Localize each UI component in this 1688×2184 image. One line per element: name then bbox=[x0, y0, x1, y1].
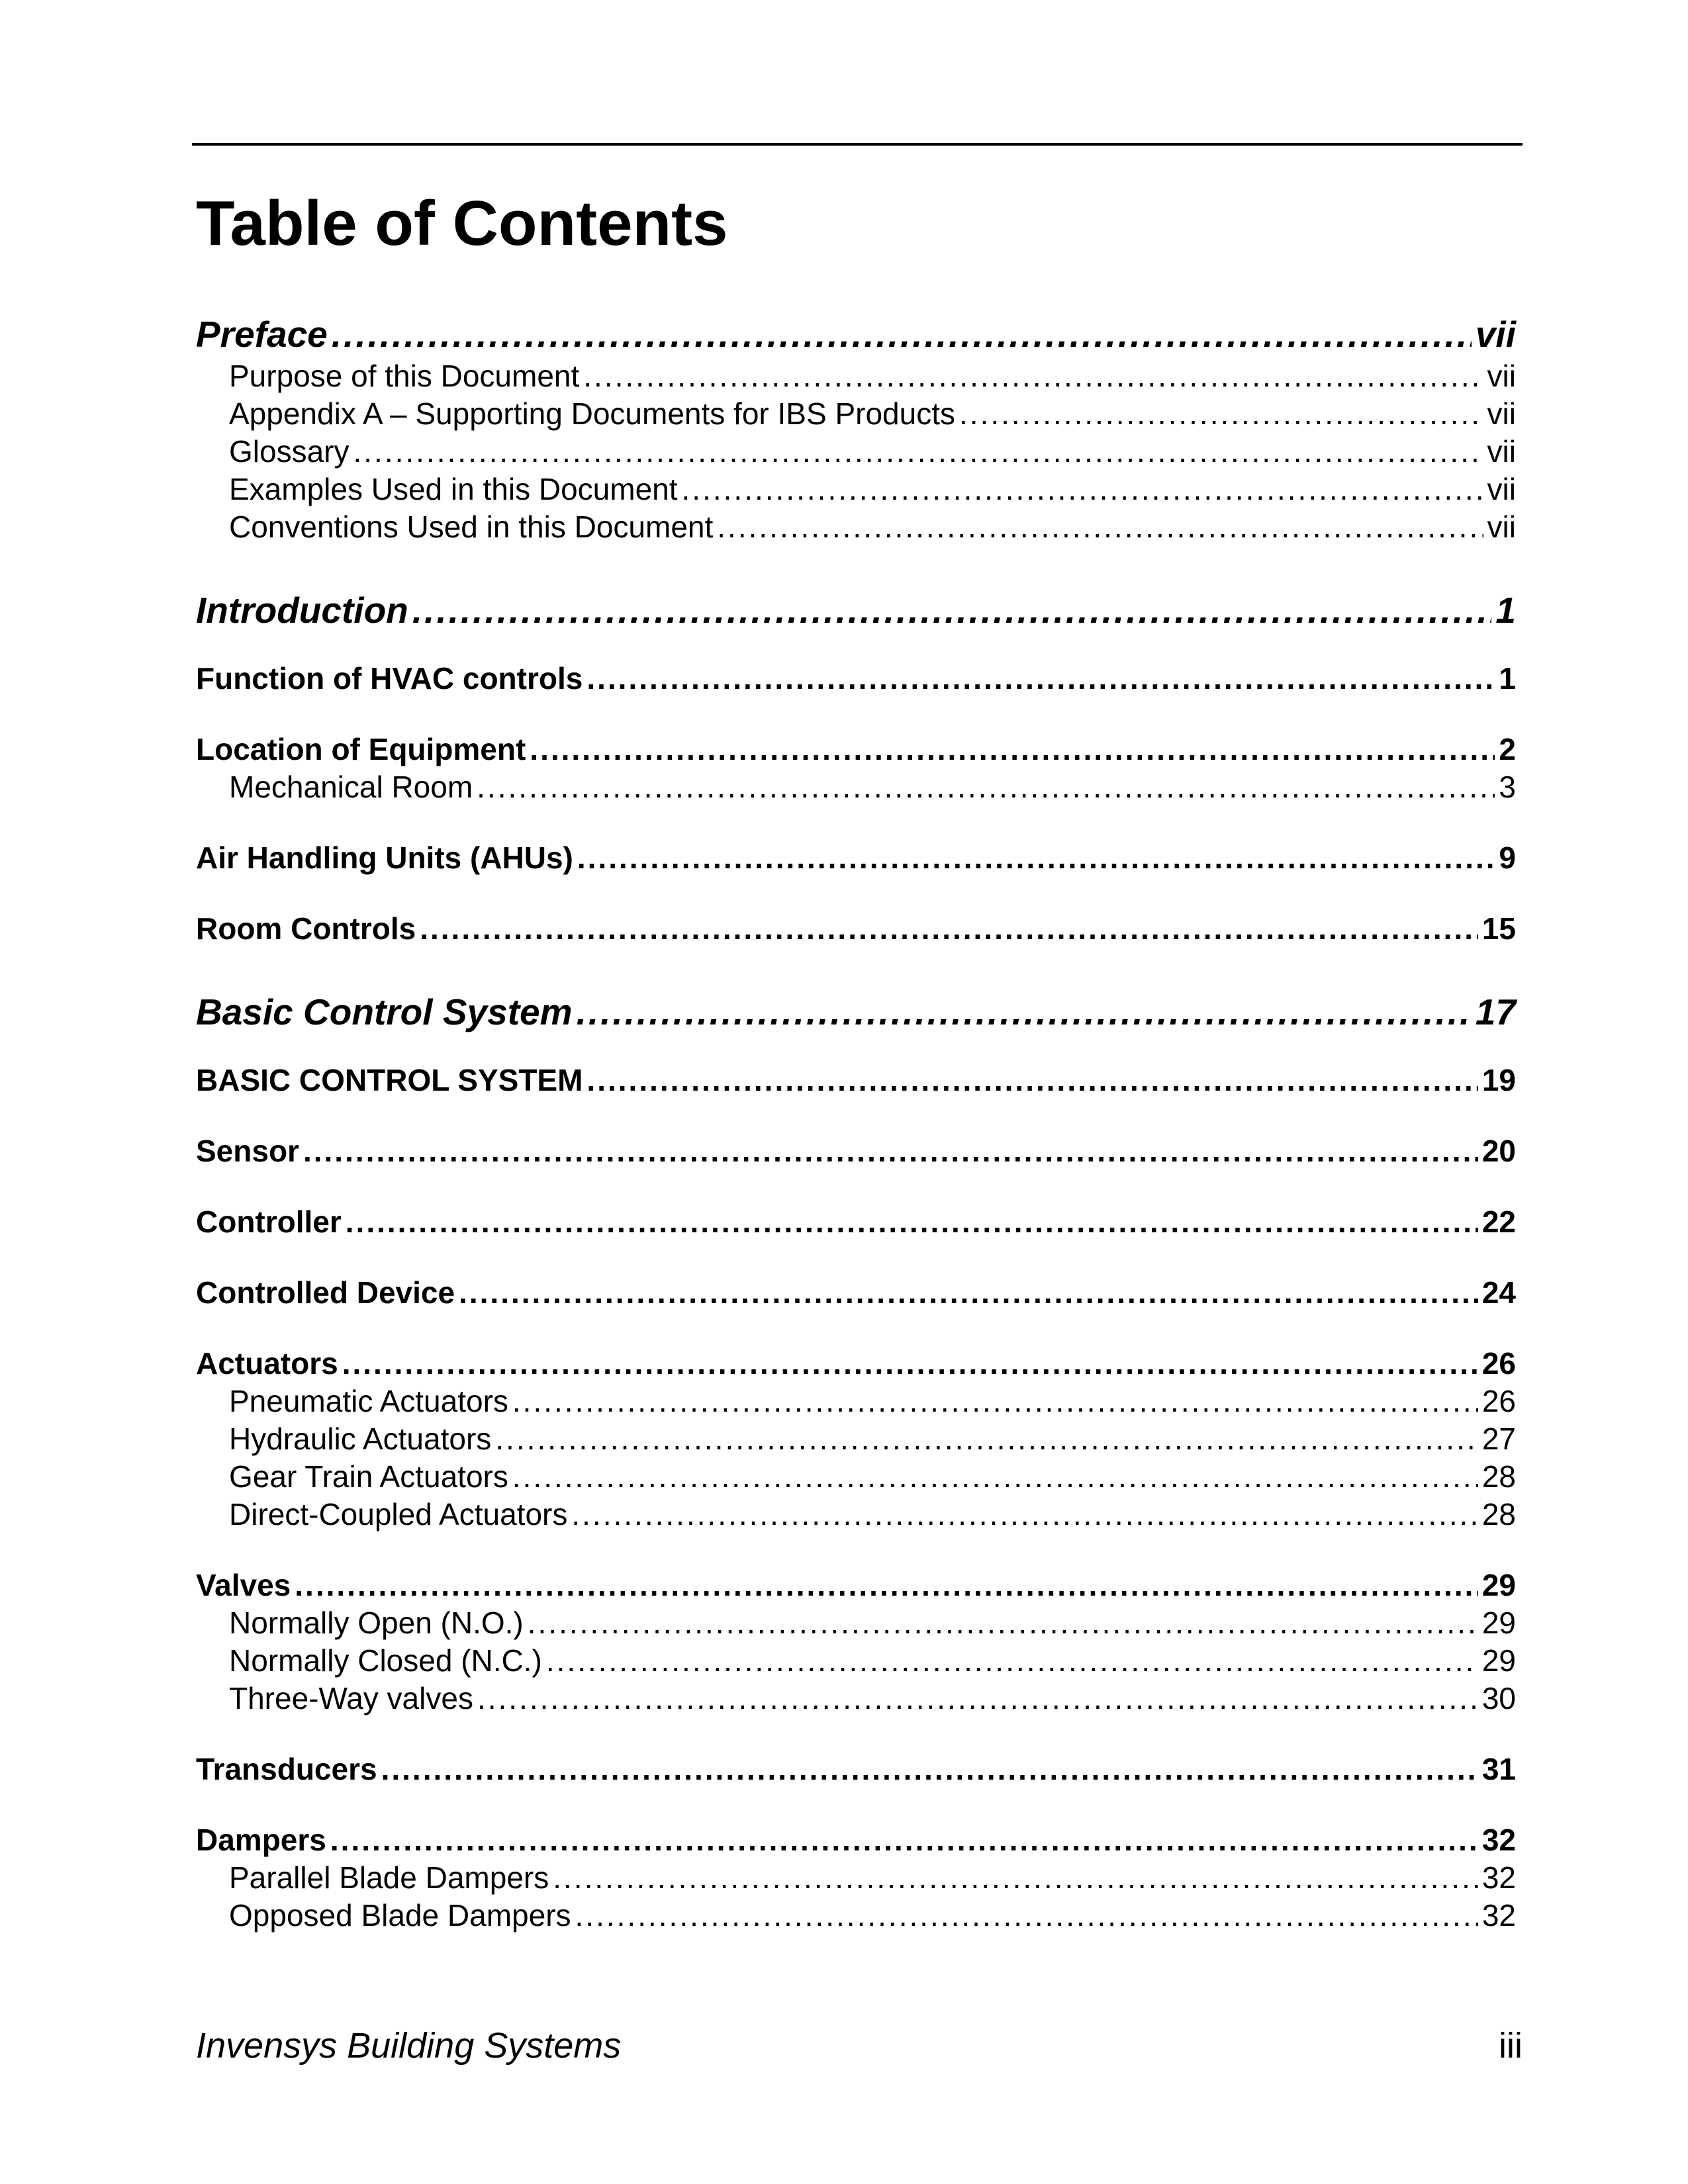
toc-entry-page: 3 bbox=[1499, 770, 1516, 804]
toc-leader-dots bbox=[412, 587, 1492, 633]
table-of-contents bbox=[196, 311, 1516, 1934]
toc-entry-label: Controlled Device bbox=[196, 1275, 455, 1310]
toc-entry-label: Normally Open (N.O.) bbox=[229, 1606, 524, 1640]
toc-entry-label: Function of HVAC controls bbox=[196, 661, 583, 696]
toc-entry-page: 24 bbox=[1481, 1275, 1516, 1310]
toc-entry-page: 32 bbox=[1481, 1860, 1516, 1895]
toc-entry-label: Dampers bbox=[196, 1823, 326, 1857]
toc-entry-label: Three-Way valves bbox=[229, 1681, 473, 1715]
toc-leader-dots bbox=[571, 1496, 1477, 1533]
toc-entry[interactable] bbox=[196, 1203, 1516, 1241]
toc-leader-dots bbox=[528, 1604, 1478, 1642]
toc-entry[interactable] bbox=[196, 1458, 1516, 1496]
page-title: Table of Contents bbox=[196, 188, 728, 259]
toc-leader-dots bbox=[332, 311, 1472, 357]
toc-entry[interactable] bbox=[196, 1567, 1516, 1604]
toc-entry-page: 15 bbox=[1481, 911, 1516, 946]
toc-entry-label: Location of Equipment bbox=[196, 732, 526, 766]
toc-leader-dots bbox=[330, 1821, 1478, 1859]
toc-entry[interactable] bbox=[196, 1680, 1516, 1717]
toc-leader-dots bbox=[583, 357, 1483, 395]
toc-entry-page: vii bbox=[1487, 359, 1516, 393]
toc-leader-dots bbox=[682, 471, 1483, 508]
toc-entry-label: Introduction bbox=[196, 590, 408, 631]
toc-leader-dots bbox=[353, 433, 1483, 471]
toc-entry-page: vii bbox=[1475, 314, 1516, 355]
toc-entry[interactable] bbox=[196, 839, 1516, 877]
toc-entry-page: 27 bbox=[1481, 1422, 1516, 1456]
toc-leader-dots bbox=[553, 1859, 1478, 1897]
footer-page-number: iii bbox=[1499, 2026, 1523, 2066]
toc-entry-label: Controller bbox=[196, 1205, 342, 1239]
toc-leader-dots bbox=[530, 731, 1495, 768]
toc-entry-page: 17 bbox=[1475, 991, 1516, 1032]
toc-entry-label: Actuators bbox=[196, 1346, 338, 1381]
toc-entry-page: 1 bbox=[1495, 590, 1516, 631]
toc-leader-dots bbox=[512, 1458, 1478, 1496]
toc-entry-page: 26 bbox=[1481, 1346, 1516, 1381]
toc-entry[interactable] bbox=[196, 1062, 1516, 1099]
toc-entry-label: Purpose of this Document bbox=[229, 359, 580, 393]
toc-leader-dots bbox=[495, 1420, 1478, 1458]
toc-entry-page: 1 bbox=[1499, 661, 1516, 696]
toc-entry[interactable] bbox=[196, 910, 1516, 948]
toc-leader-dots bbox=[420, 910, 1478, 948]
toc-entry-page: 22 bbox=[1481, 1205, 1516, 1239]
toc-entry-label: Gear Train Actuators bbox=[229, 1459, 508, 1494]
toc-leader-dots bbox=[959, 395, 1483, 433]
toc-entry-label: Mechanical Room bbox=[229, 770, 473, 804]
toc-leader-dots bbox=[381, 1751, 1478, 1788]
toc-leader-dots bbox=[717, 508, 1483, 546]
toc-entry[interactable] bbox=[196, 471, 1516, 508]
toc-entry-page: 20 bbox=[1481, 1134, 1516, 1168]
header-rule bbox=[192, 143, 1523, 146]
toc-entry[interactable] bbox=[196, 1383, 1516, 1420]
toc-entry[interactable] bbox=[196, 1751, 1516, 1788]
toc-entry[interactable] bbox=[196, 989, 1516, 1035]
toc-leader-dots bbox=[586, 660, 1495, 698]
toc-entry-label: Examples Used in this Document bbox=[229, 472, 678, 506]
toc-entry-page: 29 bbox=[1481, 1568, 1516, 1602]
toc-leader-dots bbox=[575, 1897, 1478, 1934]
toc-entry-label: Glossary bbox=[229, 434, 350, 469]
toc-entry-page: vii bbox=[1487, 510, 1516, 544]
toc-entry-page: 2 bbox=[1499, 732, 1516, 766]
toc-entry-page: 29 bbox=[1481, 1606, 1516, 1640]
toc-entry-label: Basic Control System bbox=[196, 991, 573, 1032]
toc-entry-page: vii bbox=[1487, 434, 1516, 469]
toc-entry-label: Conventions Used in this Document bbox=[229, 510, 714, 544]
toc-entry-label: Direct-Coupled Actuators bbox=[229, 1497, 568, 1531]
toc-entry[interactable] bbox=[196, 357, 1516, 395]
toc-leader-dots bbox=[586, 1062, 1477, 1099]
toc-entry-label: Normally Closed (N.C.) bbox=[229, 1643, 542, 1678]
toc-leader-dots bbox=[295, 1567, 1478, 1604]
toc-leader-dots bbox=[342, 1345, 1478, 1383]
toc-entry[interactable] bbox=[196, 1642, 1516, 1680]
toc-entry[interactable] bbox=[196, 1821, 1516, 1859]
toc-entry-page: 32 bbox=[1481, 1823, 1516, 1857]
toc-entry-label: Pneumatic Actuators bbox=[229, 1384, 508, 1418]
toc-entry[interactable] bbox=[196, 508, 1516, 546]
toc-entry-label: Appendix A – Supporting Documents for IBS Products bbox=[229, 396, 955, 431]
toc-leader-dots bbox=[546, 1642, 1478, 1680]
toc-leader-dots bbox=[303, 1132, 1478, 1170]
toc-entry-page: 28 bbox=[1481, 1497, 1516, 1531]
toc-entry[interactable] bbox=[196, 1897, 1516, 1934]
toc-leader-dots bbox=[512, 1383, 1478, 1420]
toc-entry-page: 9 bbox=[1499, 841, 1516, 875]
toc-entry[interactable] bbox=[196, 1132, 1516, 1170]
toc-entry-page: 31 bbox=[1481, 1752, 1516, 1786]
toc-entry[interactable] bbox=[196, 433, 1516, 471]
toc-entry-page: 29 bbox=[1481, 1643, 1516, 1678]
toc-entry-label: Transducers bbox=[196, 1752, 377, 1786]
toc-entry[interactable] bbox=[196, 1274, 1516, 1312]
toc-entry-label: Room Controls bbox=[196, 911, 416, 946]
toc-leader-dots bbox=[459, 1274, 1478, 1312]
toc-entry-page: 28 bbox=[1481, 1459, 1516, 1494]
toc-entry-label: BASIC CONTROL SYSTEM bbox=[196, 1063, 583, 1097]
toc-entry[interactable] bbox=[196, 731, 1516, 768]
toc-entry-label: Parallel Blade Dampers bbox=[229, 1860, 549, 1895]
toc-entry[interactable] bbox=[196, 1604, 1516, 1642]
toc-entry-label: Hydraulic Actuators bbox=[229, 1422, 492, 1456]
toc-entry-page: vii bbox=[1487, 396, 1516, 431]
toc-entry-label: Air Handling Units (AHUs) bbox=[196, 841, 573, 875]
toc-entry[interactable] bbox=[196, 395, 1516, 433]
footer-company: Invensys Building Systems bbox=[196, 2026, 622, 2066]
toc-entry-label: Opposed Blade Dampers bbox=[229, 1898, 571, 1933]
toc-leader-dots bbox=[477, 768, 1495, 806]
toc-leader-dots bbox=[577, 989, 1472, 1035]
toc-entry-page: 32 bbox=[1481, 1898, 1516, 1933]
toc-entry-label: Valves bbox=[196, 1568, 291, 1602]
toc-entry[interactable] bbox=[196, 1496, 1516, 1533]
toc-entry-page: 26 bbox=[1481, 1384, 1516, 1418]
toc-leader-dots bbox=[577, 839, 1495, 877]
toc-entry-page: 30 bbox=[1481, 1681, 1516, 1715]
toc-entry-page: 19 bbox=[1481, 1063, 1516, 1097]
toc-entry[interactable] bbox=[196, 1420, 1516, 1458]
toc-entry-label: Preface bbox=[196, 314, 328, 355]
toc-entry[interactable] bbox=[196, 587, 1516, 633]
toc-entry[interactable] bbox=[196, 660, 1516, 698]
toc-entry[interactable] bbox=[196, 311, 1516, 357]
toc-entry[interactable] bbox=[196, 768, 1516, 806]
toc-entry-page: vii bbox=[1487, 472, 1516, 506]
toc-leader-dots bbox=[346, 1203, 1478, 1241]
toc-entry[interactable] bbox=[196, 1345, 1516, 1383]
toc-leader-dots bbox=[477, 1680, 1478, 1717]
toc-entry[interactable] bbox=[196, 1859, 1516, 1897]
toc-entry-label: Sensor bbox=[196, 1134, 299, 1168]
